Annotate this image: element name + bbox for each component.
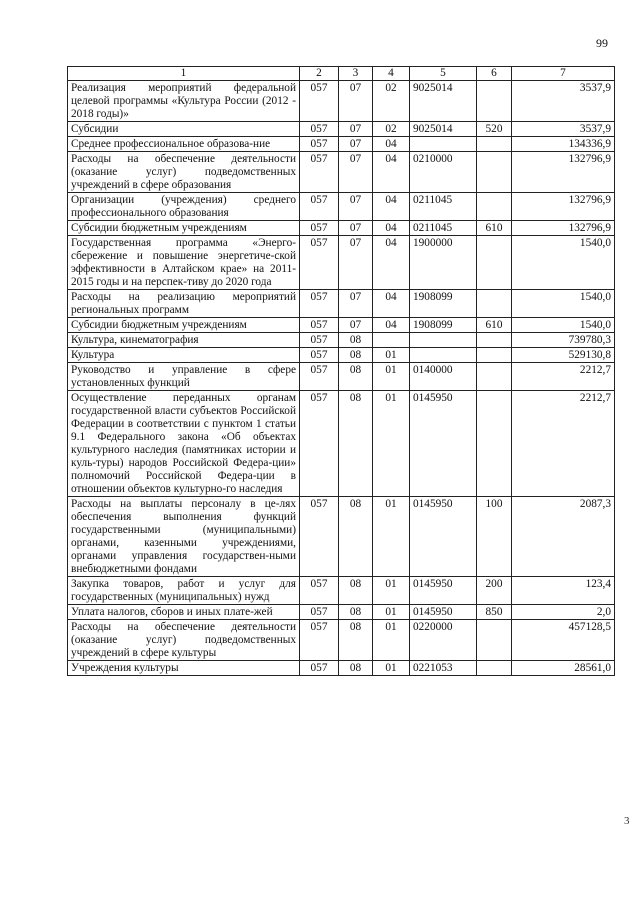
row-col-5: 0221053 (410, 661, 477, 676)
row-col-2: 057 (300, 318, 339, 333)
row-col-6 (477, 333, 512, 348)
row-col-4: 04 (373, 318, 410, 333)
table-row (68, 122, 615, 137)
row-col-4: 04 (373, 221, 410, 236)
row-col-4: 01 (373, 661, 410, 676)
table-row (68, 81, 615, 122)
row-col-6 (477, 363, 512, 391)
row-col-5: 0140000 (410, 363, 477, 391)
row-name: Расходы на обеспечение деятельности (оказание услуг) подведомственных учреждений в сфере образования (68, 152, 300, 193)
row-name: Культура (68, 348, 300, 363)
row-col-5: 0220000 (410, 620, 477, 661)
row-col-7: 28561,0 (512, 661, 615, 676)
row-col-2: 057 (300, 620, 339, 661)
row-name: Расходы на выплаты персоналу в це-лях обеспечения выполнения функций государственными (муниципальными) органами, казенными учреждениями, органами управления государствен-ными внебюджетными фондами (68, 497, 300, 577)
row-col-6: 610 (477, 318, 512, 333)
row-col-3: 08 (339, 620, 373, 661)
row-col-6: 520 (477, 122, 512, 137)
row-col-4: 01 (373, 620, 410, 661)
row-col-6 (477, 152, 512, 193)
row-col-7: 3537,9 (512, 81, 615, 122)
table-row (68, 661, 615, 676)
row-col-2: 057 (300, 497, 339, 577)
table-row (68, 333, 615, 348)
row-col-5: 0210000 (410, 152, 477, 193)
row-col-7: 529130,8 (512, 348, 615, 363)
row-col-6 (477, 193, 512, 221)
row-name: Расходы на реализацию мероприятий региональных программ (68, 290, 300, 318)
row-col-3: 07 (339, 81, 373, 122)
row-name: Реализация мероприятий федеральной целевой программы «Культура России (2012 - 2018 годы)» (68, 81, 300, 122)
table-row (68, 363, 615, 391)
header-col-3: 3 (339, 67, 373, 81)
budget-table (67, 66, 615, 676)
table-row (68, 193, 615, 221)
header-col-6: 6 (477, 67, 512, 81)
row-col-2: 057 (300, 605, 339, 620)
row-col-6 (477, 661, 512, 676)
table-row (68, 318, 615, 333)
header-col-7: 7 (512, 67, 615, 81)
page-number: 99 (596, 36, 608, 50)
row-name: Субсидии (68, 122, 300, 137)
header-col-5: 5 (410, 67, 477, 81)
row-col-4: 02 (373, 81, 410, 122)
table-row (68, 137, 615, 152)
row-col-2: 057 (300, 152, 339, 193)
row-col-2: 057 (300, 221, 339, 236)
header-row (68, 67, 615, 81)
row-col-2: 057 (300, 137, 339, 152)
row-col-2: 057 (300, 391, 339, 497)
row-name: Учреждения культуры (68, 661, 300, 676)
row-name: Государственная программа «Энерго-сбережение и повышение энергетиче-ской эффективности в Алтайском крае» на 2011-2015 годы и на перспек-тиву до 2020 года (68, 236, 300, 290)
row-col-2: 057 (300, 333, 339, 348)
row-col-5: 9025014 (410, 122, 477, 137)
table-row (68, 391, 615, 497)
row-col-6: 100 (477, 497, 512, 577)
row-name: Субсидии бюджетным учреждениям (68, 318, 300, 333)
row-col-3: 08 (339, 605, 373, 620)
row-col-6 (477, 137, 512, 152)
row-col-3: 07 (339, 290, 373, 318)
row-name: Закупка товаров, работ и услуг для государственных (муниципальных) нужд (68, 577, 300, 605)
row-col-4: 01 (373, 363, 410, 391)
row-col-4: 01 (373, 497, 410, 577)
row-col-4: 04 (373, 152, 410, 193)
header-col-4: 4 (373, 67, 410, 81)
row-col-5 (410, 137, 477, 152)
row-col-5 (410, 348, 477, 363)
row-col-3: 08 (339, 391, 373, 497)
row-col-4: 04 (373, 137, 410, 152)
row-name: Культура, кинематография (68, 333, 300, 348)
row-name: Руководство и управление в сфере установленных функций (68, 363, 300, 391)
row-col-5: 0145950 (410, 577, 477, 605)
row-col-5: 0211045 (410, 221, 477, 236)
row-col-6: 200 (477, 577, 512, 605)
row-col-3: 07 (339, 221, 373, 236)
row-col-3: 07 (339, 193, 373, 221)
row-col-6: 610 (477, 221, 512, 236)
row-col-2: 057 (300, 81, 339, 122)
row-col-5: 1908099 (410, 290, 477, 318)
row-col-5: 0145950 (410, 391, 477, 497)
row-col-3: 07 (339, 236, 373, 290)
row-col-3: 07 (339, 137, 373, 152)
row-col-4: 02 (373, 122, 410, 137)
table-row (68, 497, 615, 577)
row-name: Осуществление переданных органам государственной власти субъектов Российской Федерации в соответствии с пунктом 1 статьи 9.1 Федерального закона «Об объектах культурного наследия (памятниках истории и куль-туры) народов Российской Федера-ции» полномочий Российской Федера-ции в отношении объектов культурно-го наследия (68, 391, 300, 497)
table-row (68, 605, 615, 620)
row-col-2: 057 (300, 348, 339, 363)
row-col-7: 1540,0 (512, 290, 615, 318)
row-col-3: 07 (339, 122, 373, 137)
row-col-4: 04 (373, 193, 410, 221)
row-col-6 (477, 348, 512, 363)
row-col-5: 1908099 (410, 318, 477, 333)
row-col-5: 9025014 (410, 81, 477, 122)
row-col-2: 057 (300, 290, 339, 318)
row-name: Среднее профессиональное образова-ние (68, 137, 300, 152)
row-col-7: 3537,9 (512, 122, 615, 137)
row-col-7: 457128,5 (512, 620, 615, 661)
row-col-7: 2212,7 (512, 363, 615, 391)
row-col-2: 057 (300, 236, 339, 290)
row-col-3: 07 (339, 152, 373, 193)
row-col-4 (373, 333, 410, 348)
row-col-2: 057 (300, 661, 339, 676)
table-row (68, 236, 615, 290)
row-col-4: 01 (373, 605, 410, 620)
row-col-7: 123,4 (512, 577, 615, 605)
table-row (68, 620, 615, 661)
row-col-6 (477, 391, 512, 497)
table-row (68, 221, 615, 236)
row-col-4: 04 (373, 290, 410, 318)
header-col-2: 2 (300, 67, 339, 81)
row-col-3: 08 (339, 497, 373, 577)
row-col-7: 1540,0 (512, 236, 615, 290)
row-col-6 (477, 236, 512, 290)
row-col-3: 07 (339, 318, 373, 333)
row-col-4: 01 (373, 391, 410, 497)
row-col-5 (410, 333, 477, 348)
table-row (68, 348, 615, 363)
row-col-7: 132796,9 (512, 152, 615, 193)
row-name: Расходы на обеспечение деятельности (оказание услуг) подведомственных учреждений в сфере культуры (68, 620, 300, 661)
row-col-7: 739780,3 (512, 333, 615, 348)
edge-mark: 3 (624, 815, 630, 827)
row-col-2: 057 (300, 122, 339, 137)
table-body (68, 81, 615, 676)
row-col-4: 04 (373, 236, 410, 290)
row-col-7: 2,0 (512, 605, 615, 620)
row-col-5: 0145950 (410, 605, 477, 620)
row-col-6 (477, 290, 512, 318)
row-name: Субсидии бюджетным учреждениям (68, 221, 300, 236)
table-row (68, 152, 615, 193)
row-col-5: 0145950 (410, 497, 477, 577)
row-col-3: 08 (339, 363, 373, 391)
row-col-7: 132796,9 (512, 221, 615, 236)
row-col-2: 057 (300, 577, 339, 605)
row-col-3: 08 (339, 348, 373, 363)
row-col-6 (477, 81, 512, 122)
row-col-7: 2212,7 (512, 391, 615, 497)
row-col-7: 134336,9 (512, 137, 615, 152)
row-col-4: 01 (373, 348, 410, 363)
row-col-3: 08 (339, 577, 373, 605)
table-row (68, 577, 615, 605)
table-row (68, 290, 615, 318)
row-col-5: 1900000 (410, 236, 477, 290)
header-col-1: 1 (68, 67, 300, 81)
row-col-7: 1540,0 (512, 318, 615, 333)
row-col-4: 01 (373, 577, 410, 605)
row-col-6 (477, 620, 512, 661)
row-col-3: 08 (339, 661, 373, 676)
row-col-2: 057 (300, 363, 339, 391)
row-name: Уплата налогов, сборов и иных плате-жей (68, 605, 300, 620)
row-col-3: 08 (339, 333, 373, 348)
row-name: Организации (учреждения) среднего профессионального образования (68, 193, 300, 221)
row-col-7: 2087,3 (512, 497, 615, 577)
row-col-7: 132796,9 (512, 193, 615, 221)
row-col-2: 057 (300, 193, 339, 221)
row-col-6: 850 (477, 605, 512, 620)
row-col-5: 0211045 (410, 193, 477, 221)
